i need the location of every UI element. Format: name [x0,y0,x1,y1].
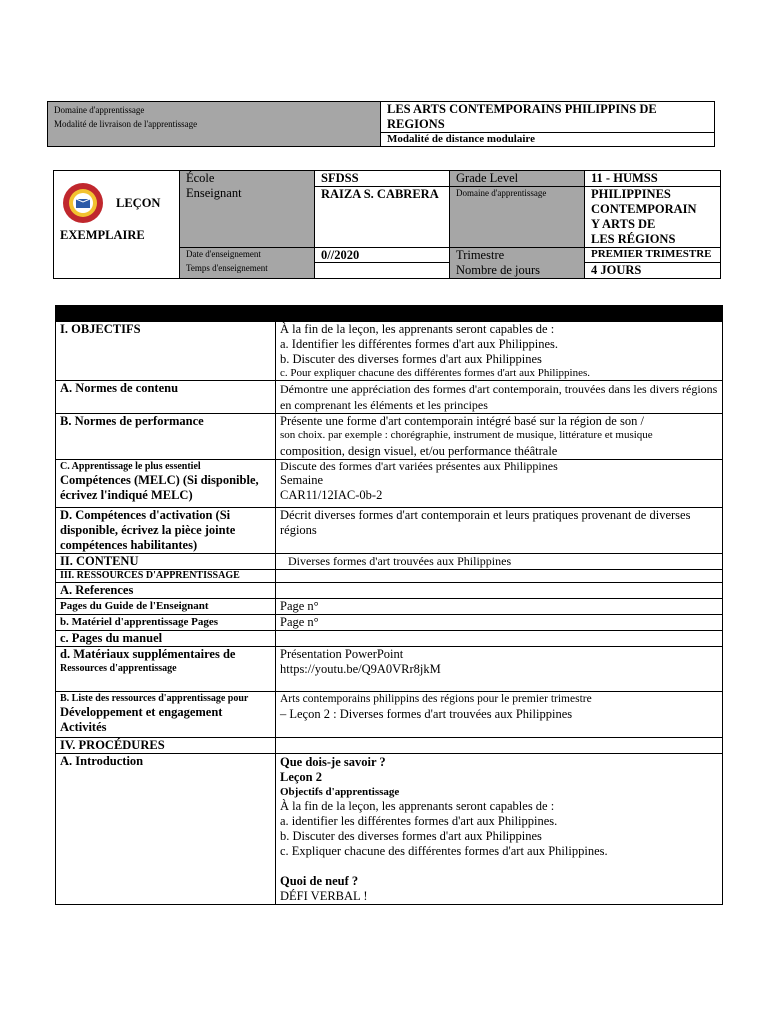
liste-line: – Leçon 2 : Diverses formes d'art trouvées aux Philippines [280,707,573,721]
days-label: Nombre de jours [456,263,541,277]
course-title: LES ARTS CONTEMPORAINS PHILIPPINS DE REGIONS [381,102,715,133]
objectif-line: b. Discuter des diverses formes d'art aux Philippines [280,352,542,366]
resources-label: III. RESSOURCES D'APPRENTISSAGE [56,570,276,583]
melc-label-cell [56,460,276,508]
performance-label: B. Normes de performance [56,414,276,460]
liste-label-cell [56,692,276,738]
top-labels-cell [48,102,381,147]
melc-small-label: C. Apprentissage le plus essentiel [60,461,201,472]
performance-cell [276,414,723,460]
materiel-value: Page n° [276,615,723,631]
table-row [56,508,723,554]
objectifs-label: I. OBJECTIFS [56,322,276,381]
performance-line: Présente une forme d'art contemporain intégré basé sur la région de son / [280,414,644,428]
activation-label: D. Compétences d'activation (Si disponible, écrivez la pièce jointe compétences habilitantes) [56,508,276,554]
time-label: Temps d'enseignement [186,263,268,273]
domain-value-line: Y ARTS DE [591,217,656,231]
melc-line: Semaine [280,473,324,487]
date-label: Date d'enseignement [186,249,261,259]
melc-label: Compétences (MELC) (Si disponible, écrivez l'indiqué MELC) [60,473,259,502]
lesson-label-line1: LEÇON [116,195,161,210]
table-row [56,615,723,631]
modality-label: Modalité de livraison de l'apprentissage [54,119,198,129]
supp-label: d. Matériaux supplémentaires de [60,647,236,661]
activation-value: Décrit diverses formes d'art contemporain et leurs pratiques provenant de diverses régions [276,508,723,554]
supp-label-cell [56,647,276,692]
intro-line: c. Expliquer chacune des différentes formes d'art aux Philippines. [280,844,608,858]
content-value: Diverses formes d'art trouvées aux Philippines [276,554,723,570]
table-row [56,554,723,570]
trimestre-label: Trimestre [456,248,505,262]
table-row [56,692,723,738]
teacher-label: Enseignant [186,186,242,200]
lesson-title-cell [54,171,180,279]
intro-line: a. identifier les différentes formes d'art aux Philippines. [280,814,558,828]
melc-cell [276,460,723,508]
objectif-line: À la fin de la leçon, les apprenants seront capables de : [280,322,555,336]
time-value [315,263,449,277]
references-label: A. References [56,583,276,599]
contenu-label: A. Normes de contenu [56,381,276,414]
modality-value: Modalité de distance modulaire [381,133,715,147]
objectif-line: c. Pour expliquer chacune des différentes formes d'art aux Philippines. [280,367,590,379]
domain-label: Domaine d'apprentissage [54,105,145,115]
performance-line: composition, design visuel, et/ou performance théâtrale [280,444,558,458]
domain-value-line: CONTEMPORAIN [591,202,697,216]
liste-line: Arts contemporains philippins des régions pour le premier trimestre [280,693,592,705]
performance-line: son choix. par exemple : chorégraphie, instrument de musique, littérature et musique [280,429,653,441]
black-header-bar [56,306,723,322]
school-label: École [186,171,215,185]
melc-line: CAR11/12IAC-0b-2 [280,488,383,502]
objectifs-cell [276,322,723,381]
domain-value-line: LES RÉGIONS [591,232,676,246]
lesson-plan-table [55,305,723,905]
intro-line: À la fin de la leçon, les apprenants seront capables de : [280,799,555,813]
table-row [56,570,723,583]
grade-value: 11 - HUMSS [585,171,721,187]
top-info-table [47,101,715,147]
liste-small-label: B. Liste des ressources d'apprentissage pour [60,693,249,704]
table-row [56,599,723,615]
supp-youtube-link[interactable]: https://youtu.be/Q9A0VRr8jkM [280,662,441,676]
date-value: 0//2020 [315,248,449,263]
days-value: 4 JOURS [591,263,642,277]
objectif-line: a. Identifier les différentes formes d'art aux Philippines. [280,337,558,351]
manuel-label: c. Pages du manuel [56,631,276,647]
intro-lesson: Leçon 2 [280,770,323,784]
domain-value-cell [585,187,721,248]
table-row [56,631,723,647]
empty-cell [276,738,723,754]
intro-objectives-title: Objectifs d'apprentissage [280,786,400,798]
liste-label: Développement et engagement Activités [60,705,223,734]
date-time-values [315,248,450,279]
introduction-label: A. Introduction [56,754,276,905]
supp-line: Présentation PowerPoint [280,647,404,661]
school-teacher-labels [180,171,315,248]
intro-defi: DÉFI VERBAL ! [280,889,368,903]
table-row [56,647,723,692]
introduction-cell [276,754,723,905]
grade-label: Grade Level [450,171,585,187]
empty-cell [276,631,723,647]
guide-label: Pages du Guide de l'Enseignant [56,599,276,615]
table-row [56,460,723,508]
content-label: II. CONTENU [56,554,276,570]
intro-question: Que dois-je savoir ? [280,755,386,769]
date-time-labels [180,248,315,279]
spacer [280,859,718,874]
lesson-header-table [53,170,721,279]
table-row [56,381,723,414]
table-row [56,754,723,905]
table-row [56,414,723,460]
supp-small-label: Ressources d'apprentissage [60,663,177,674]
procedures-label: IV. PROCÉDURES [56,738,276,754]
table-row [56,738,723,754]
table-row [56,583,723,599]
intro-line: b. Discuter des diverses formes d'art aux Philippines [280,829,542,843]
trimestre-value: PREMIER TRIMESTRE [585,248,720,263]
melc-line: Discute des formes d'art variées présentes aux Philippines [280,459,558,473]
trimestre-days-values [585,248,721,279]
lesson-label-line2: EXEMPLAIRE [60,227,145,242]
empty-cell [276,583,723,599]
domain-label-cell: Domaine d'apprentissage [450,187,585,248]
contenu-value: Démontre une appréciation des formes d'art contemporain, trouvées dans les divers régions en comprenant les éléments et les principes [276,381,723,414]
materiel-label: b. Matériel d'apprentissage Pages [56,615,276,631]
table-row [56,322,723,381]
liste-cell [276,692,723,738]
teacher-value: RAIZA S. CABRERA [315,187,450,248]
intro-whats-new: Quoi de neuf ? [280,874,359,888]
domain-value-line: PHILIPPINES [591,187,671,201]
guide-value: Page n° [276,599,723,615]
empty-cell [276,570,723,583]
trimestre-days-labels [450,248,585,279]
school-value: SFDSS [315,171,450,187]
supp-cell [276,647,723,692]
